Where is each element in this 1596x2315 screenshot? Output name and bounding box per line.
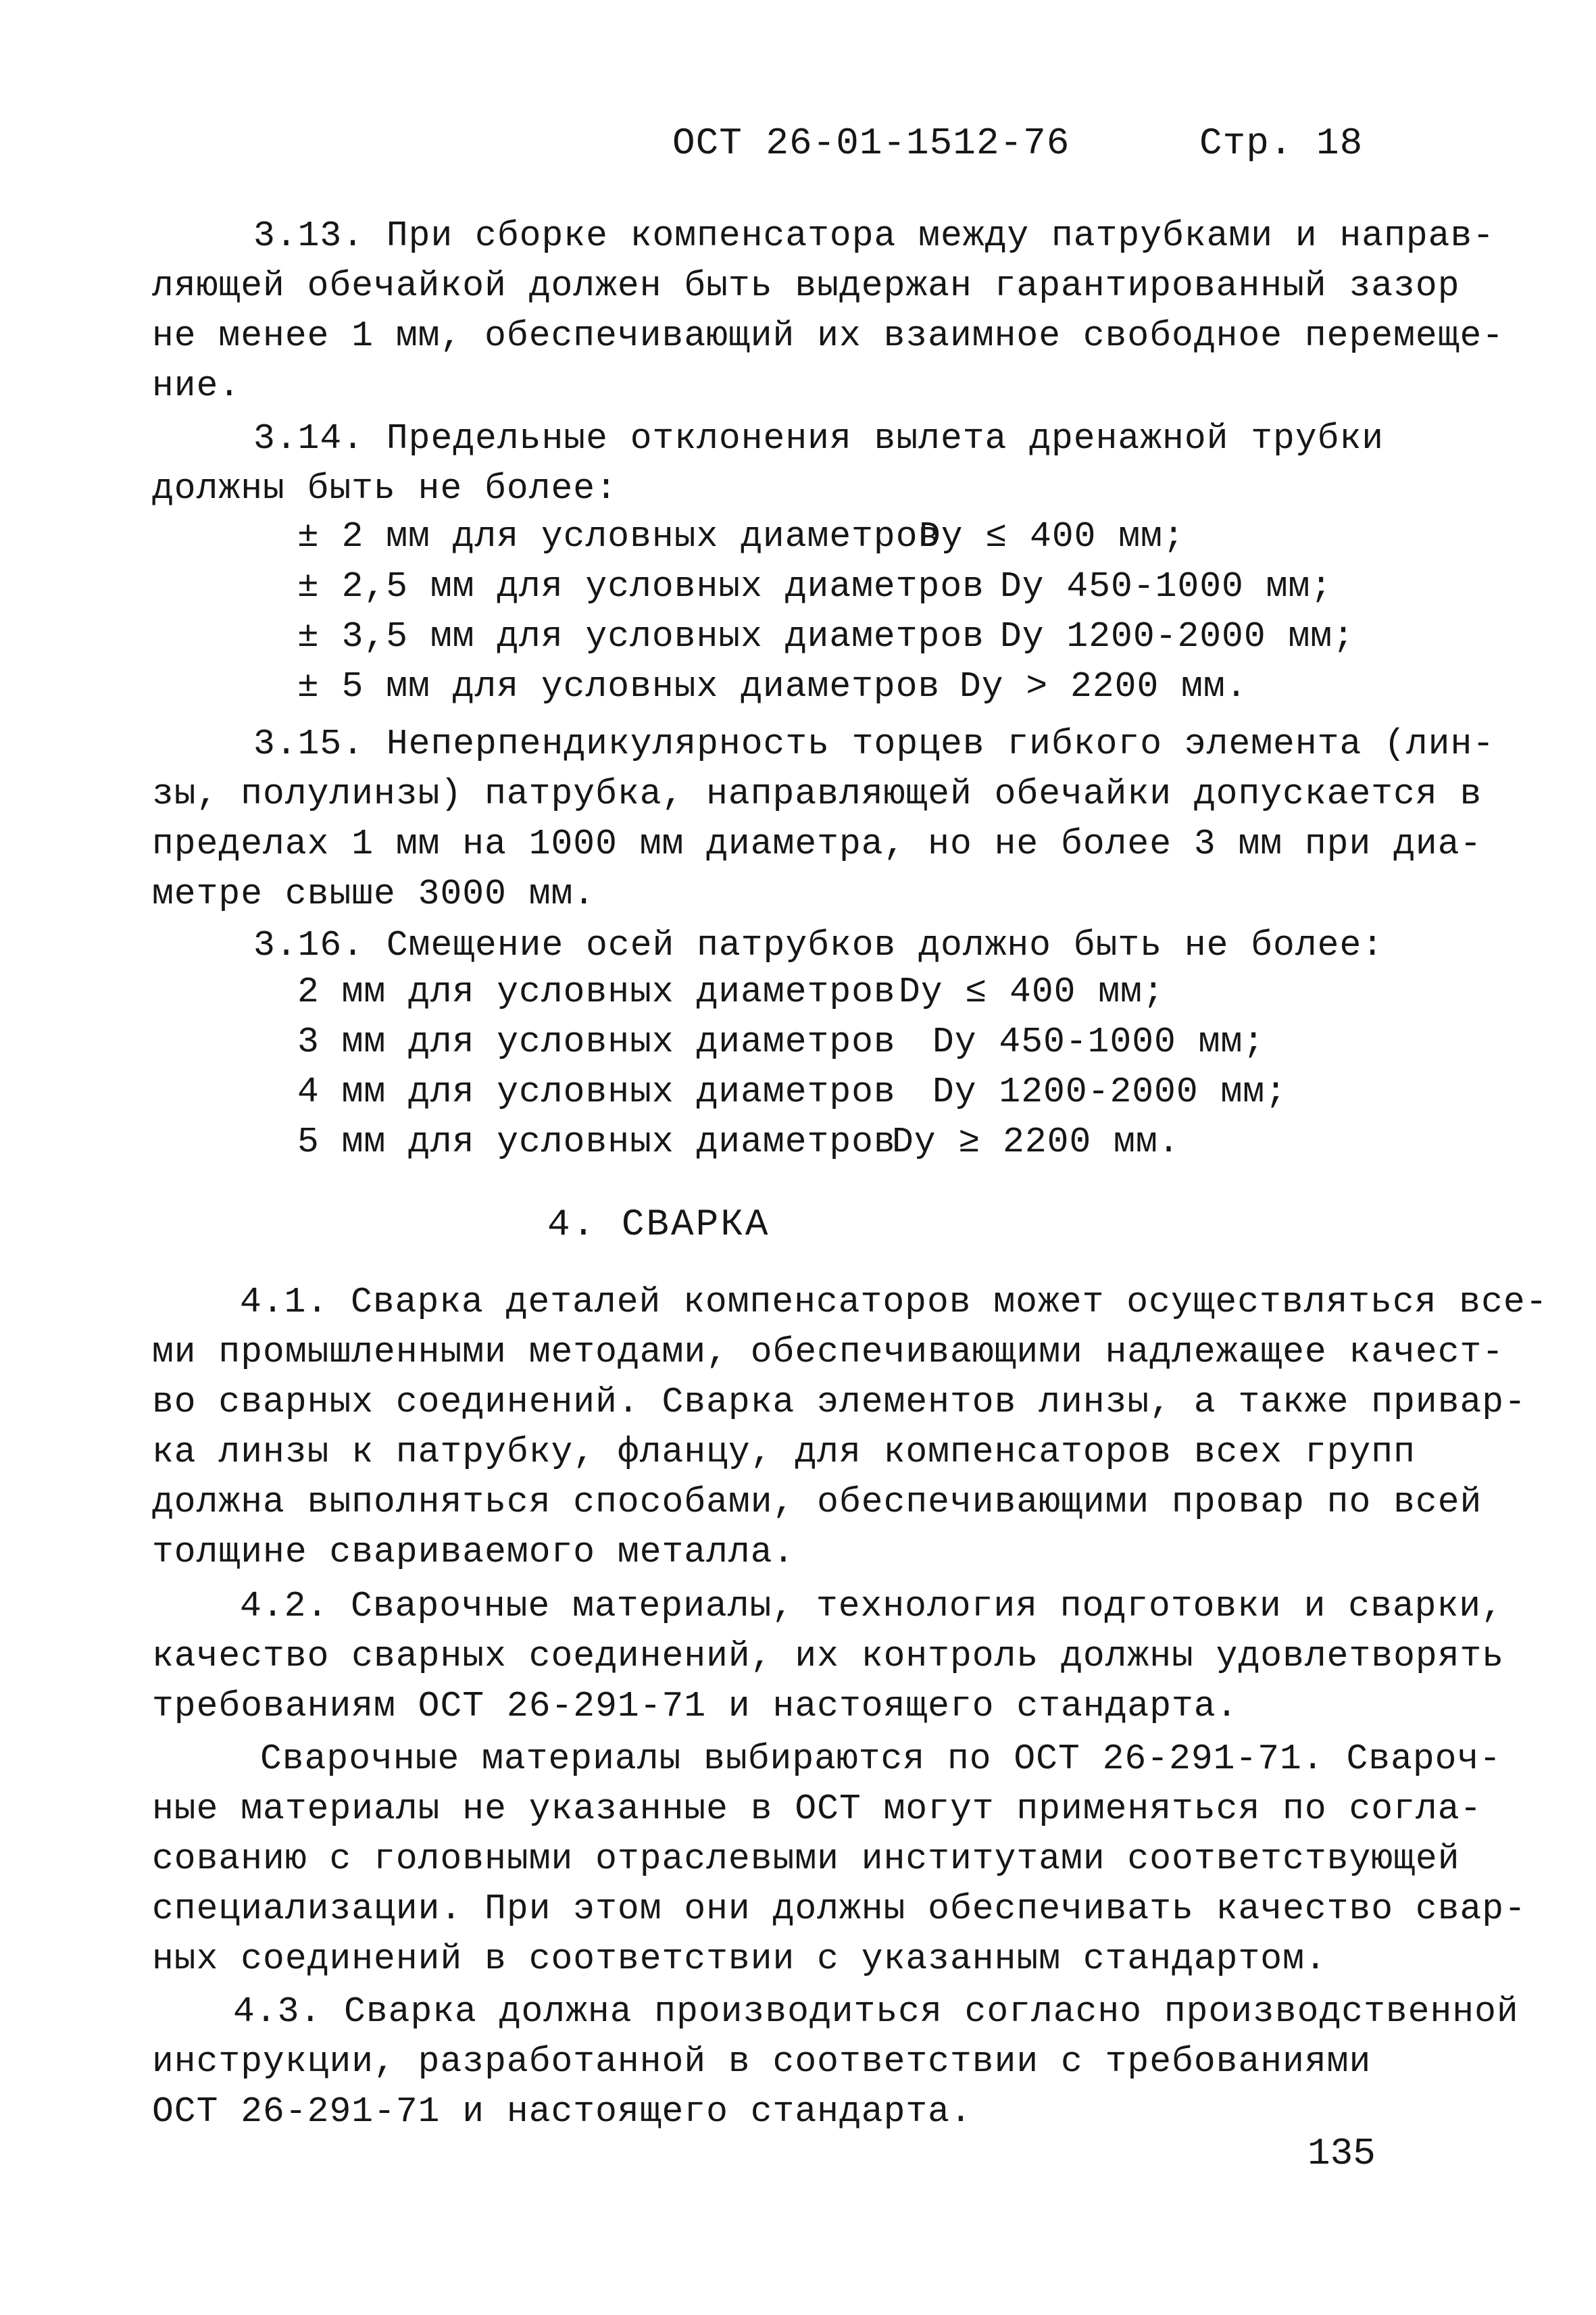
diameter-range: Dу 450-1000 мм; (932, 1022, 1266, 1062)
text-line: ных соединений в соответствии с указанным стандартом. (152, 1939, 1327, 1979)
tolerance-line: ± 2,5 мм для условных диаметров (297, 566, 984, 607)
diameter-range: Dу 1200-2000 мм; (1000, 616, 1355, 657)
diameter-range: Dу ≤ 400 мм; (899, 972, 1165, 1012)
page-number: 135 (1307, 2132, 1376, 2175)
text-line: специализации. При этом они должны обеспечивать качество свар- (152, 1889, 1526, 1929)
diameter-range: Dу > 2200 мм. (959, 666, 1248, 707)
tolerance-line: 2 мм для условных диаметров (297, 972, 896, 1012)
text-line: ляющей обечайкой должен быть выдержан гарантированный зазор (152, 266, 1460, 306)
text-line: ми промышленными методами, обеспечивающими надлежащее качест- (152, 1332, 1505, 1372)
text-line: должна выполняться способами, обеспечивающими провар по всей (152, 1482, 1482, 1522)
text-line: пределах 1 мм на 1000 мм диаметра, но не более 3 мм при диа- (152, 824, 1482, 864)
text-line: требованиям ОСТ 26-291-71 и настоящего стандарта. (152, 1686, 1239, 1726)
text-line: ка линзы к патрубку, фланцу, для компенсаторов всех групп (152, 1432, 1416, 1472)
diameter-range: Dу 450-1000 мм; (1000, 566, 1333, 607)
text-line: зы, полулинзы) патрубка, направляющей обечайки допускается в (152, 774, 1482, 814)
diameter-range: Dу 1200-2000 мм; (932, 1072, 1287, 1112)
text-line: 3.16. Смещение осей патрубков должно быть не более: (253, 925, 1385, 966)
text-line: 3.14. Предельные отклонения вылета дренажной трубки (253, 418, 1385, 459)
page-header (672, 122, 1416, 165)
text-line: 3.13. При сборке компенсатора между патрубками и направ- (253, 216, 1495, 256)
page-label: Стр. 18 (1199, 122, 1364, 165)
tolerance-line: 4 мм для условных диаметров (297, 1072, 896, 1112)
text-line: не менее 1 мм, обеспечивающий их взаимное свободное перемеще- (152, 316, 1505, 356)
text-line: 3.15. Неперпендикулярность торцев гибкого элемента (лин- (253, 724, 1495, 764)
text-line: ные материалы не указанные в ОСТ могут применяться по согла- (152, 1789, 1482, 1829)
text-line: 4.1. Сварка деталей компенсаторов может осуществляться все- (240, 1282, 1548, 1322)
text-line: во сварных соединений. Сварка элементов линзы, а также привар- (152, 1382, 1526, 1422)
diameter-range: Dу ≤ 400 мм; (919, 516, 1185, 557)
document-code: ОСТ 26-01-1512-76 (672, 122, 1070, 165)
text-line: инструкции, разработанной в соответствии с требованиями (152, 2041, 1372, 2082)
text-line: ние. (152, 366, 241, 406)
text-line: толщине свариваемого металла. (152, 1532, 795, 1572)
text-line: ОСТ 26-291-71 и настоящего стандарта. (152, 2091, 972, 2132)
tolerance-line: 3 мм для условных диаметров (297, 1022, 896, 1062)
text-line: должны быть не более: (152, 468, 618, 509)
tolerance-line: 5 мм для условных диаметров (297, 1122, 896, 1162)
text-line: сованию с головными отраслевыми институтами соответствующей (152, 1839, 1460, 1879)
text-line: Сварочные материалы выбираются по ОСТ 26-291-71. Свароч- (260, 1739, 1502, 1779)
section-title: 4. СВАРКА (547, 1203, 770, 1246)
tolerance-line: ± 3,5 мм для условных диаметров (297, 616, 984, 657)
diameter-range: Dу ≥ 2200 мм. (892, 1122, 1180, 1162)
text-line: 4.2. Сварочные материалы, технология подготовки и сварки, (240, 1586, 1503, 1626)
text-line: метре свыше 3000 мм. (152, 874, 596, 914)
tolerance-line: ± 2 мм для условных диаметров (297, 516, 941, 557)
text-line: 4.3. Сварка должна производиться согласно производственной (233, 1991, 1519, 2032)
text-line: качество сварных соединений, их контроль должны удовлетворять (152, 1636, 1505, 1676)
tolerance-line: ± 5 мм для условных диаметров (297, 666, 941, 707)
